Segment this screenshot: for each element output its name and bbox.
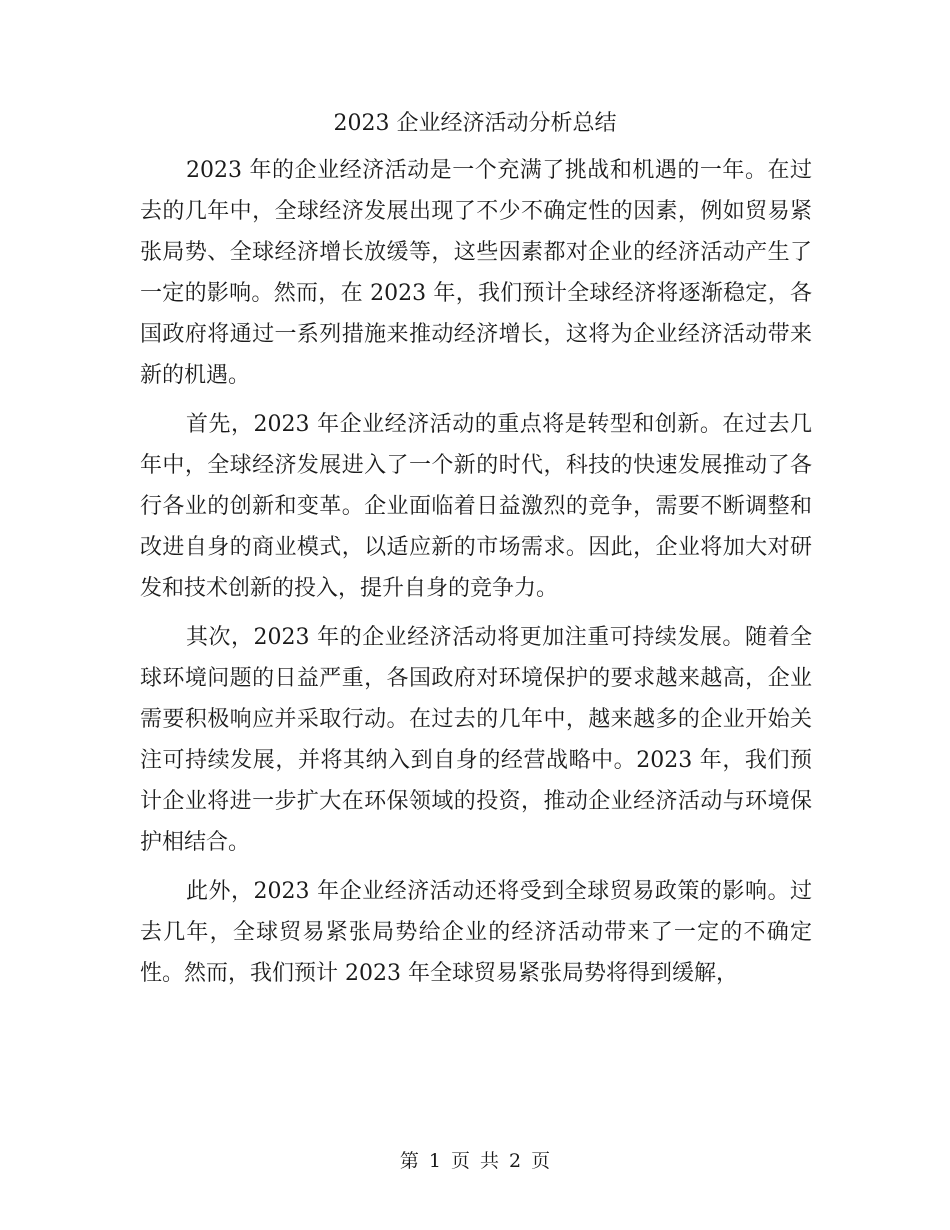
- paragraph-3: 其次，2023 年的企业经济活动将更加注重可持续发展。随着全球环境问题的日益严重，各国政府对环境保护的要求越来越高，企业需要积极响应并采取行动。在过去的几年中，越来越多的企业开始关注可持续发展，并将其纳入到自身的经营战略中。2023 年，我们预计企业将进一步扩大在环保领域的投资，推动企业经济活动与环境保护相结合。: [140, 625, 812, 855]
- paragraph-1: 2023 年的企业经济活动是一个充满了挑战和机遇的一年。在过去的几年中，全球经济发展出现了不少不确定性的因素，例如贸易紧张局势、全球经济增长放缓等，这些因素都对企业的经济活动产生了一定的影响。然而，在 2023 年，我们预计全球经济将逐渐稳定，各国政府将通过一系列措施来推动经济增长，这将为企业经济活动带来新的机遇。: [140, 158, 812, 388]
- page-number-footer: 第 1 页 共 2 页: [399, 1150, 551, 1172]
- paragraph-4: 此外，2023 年企业经济活动还将受到全球贸易政策的影响。过去几年，全球贸易紧张局势给企业的经济活动带来了一定的不确定性。然而，我们预计 2023 年全球贸易紧张局势将得到缓解，: [140, 879, 812, 986]
- document-title: 2023 企业经济活动分析总结: [333, 111, 617, 136]
- paragraph-2: 首先，2023 年企业经济活动的重点将是转型和创新。在过去几年中，全球经济发展进入了一个新的时代，科技的快速发展推动了各行各业的创新和变革。企业面临着日益激烈的竞争，需要不断调整和改进自身的商业模式，以适应新的市场需求。因此，企业将加大对研发和技术创新的投入，提升自身的竞争力。: [140, 412, 812, 601]
- document-body: [140, 150, 812, 1002]
